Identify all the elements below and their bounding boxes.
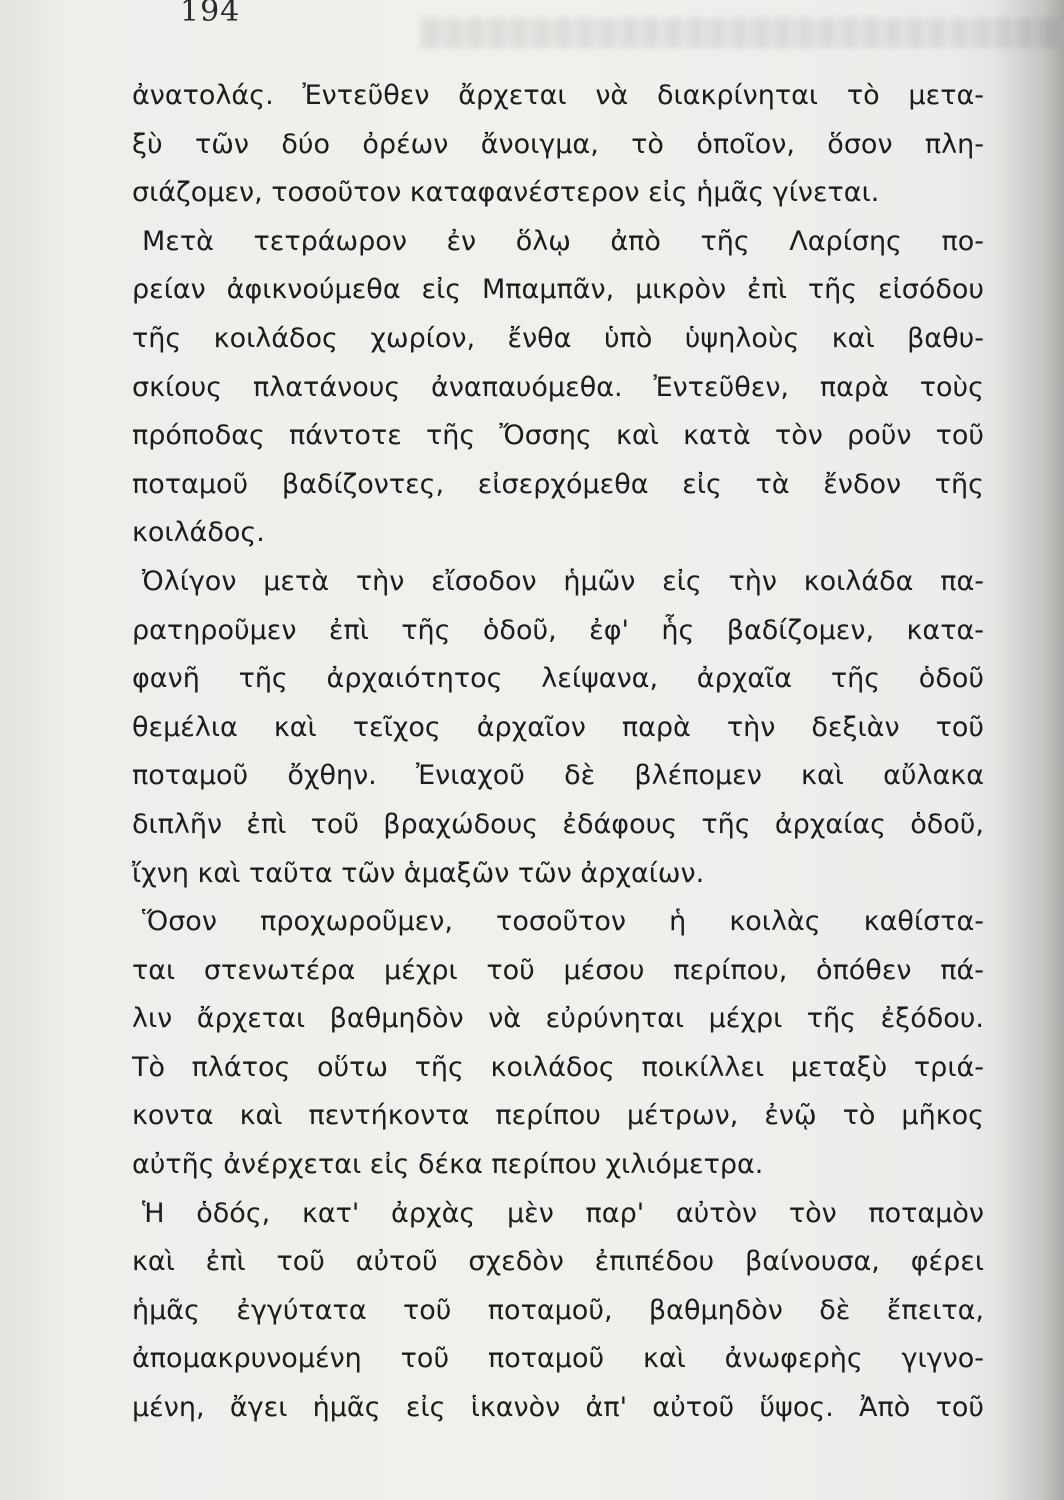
text-line: αὐτῆς ἀνέρχεται εἰς δέκα περίπου χιλιόμετρα.: [132, 1149, 764, 1181]
page-edge-shadow: [994, 0, 1064, 1500]
text-line: καὶ ἐπὶ τοῦ αὐτοῦ σχεδὸν ἐπιπέδου βαίνουσα, φέρει: [132, 1246, 984, 1278]
text-line: ται στενωτέρα μέχρι τοῦ μέσου περίπου, ὁπόθεν πά-: [132, 954, 984, 986]
text-line: ρείαν ἀφικνούμεθα εἰς Μπαμπᾶν, μικρὸν ἐπὶ τῆς εἰσόδου: [132, 274, 984, 306]
page-number: 194: [180, 0, 241, 29]
body-text: [132, 72, 984, 1433]
text-line: Ἡ ὁδός, κατ' ἀρχὰς μὲν παρ' αὐτὸν τὸν ποταμὸν: [142, 1197, 984, 1229]
text-line: φανῆ τῆς ἀρχαιότητος λείψανα, ἀρχαῖα τῆς ὁδοῦ: [132, 663, 984, 695]
text-line: ξὺ τῶν δύο ὀρέων ἄνοιγμα, τὸ ὁποῖον, ὅσον πλη-: [132, 128, 984, 160]
text-line: Ὅσον προχωροῦμεν, τοσοῦτον ἡ κοιλὰς καθίστα-: [142, 906, 984, 938]
text-line: τῆς κοιλάδος χωρίον, ἔνθα ὑπὸ ὑψηλοὺς καὶ βαθυ-: [132, 322, 984, 354]
text-line: Ὀλίγον μετὰ τὴν εἴσοδον ἡμῶν εἰς τὴν κοιλάδα πα-: [142, 565, 984, 597]
text-line: λιν ἄρχεται βαθμηδὸν νὰ εὐρύνηται μέχρι τῆς ἐξόδου.: [132, 1003, 984, 1035]
text-line: διπλῆν ἐπὶ τοῦ βραχώδους ἐδάφους τῆς ἀρχαίας ὁδοῦ,: [132, 808, 984, 840]
text-line: θεμέλια καὶ τεῖχος ἀρχαῖον παρὰ τὴν δεξιὰν τοῦ: [132, 711, 984, 743]
text-line: ποταμοῦ ὄχθην. Ἐνιαχοῦ δὲ βλέπομεν καὶ αὔλακα: [132, 760, 984, 792]
text-line: ποταμοῦ βαδίζοντες, εἰσερχόμεθα εἰς τὰ ἔνδον τῆς: [132, 468, 984, 500]
text-line: Τὸ πλάτος οὕτω τῆς κοιλάδος ποικίλλει μεταξὺ τριά-: [132, 1051, 984, 1083]
text-line: σιάζομεν, τοσοῦτον καταφανέστερον εἰς ἡμᾶς γίνεται.: [132, 177, 880, 209]
text-line: ἀπομακρυνομένη τοῦ ποταμοῦ καὶ ἀνωφερὴς γιγνο-: [132, 1343, 984, 1375]
text-line: ἡμᾶς ἐγγύτατα τοῦ ποταμοῦ, βαθμηδὸν δὲ ἔπειτα,: [132, 1294, 984, 1326]
text-line: μένη, ἄγει ἡμᾶς εἰς ἱκανὸν ἀπ' αὐτοῦ ὕψος. Ἀπὸ τοῦ: [132, 1392, 984, 1424]
text-line: ρατηροῦμεν ἐπὶ τῆς ὁδοῦ, ἐφ' ἧς βαδίζομεν, κατα-: [132, 614, 984, 646]
text-line: πρόποδας πάντοτε τῆς Ὄσσης καὶ κατὰ τὸν ροῦν τοῦ: [132, 420, 984, 452]
bleed-through-band: [420, 18, 1060, 48]
text-line: ἀνατολάς. Ἐντεῦθεν ἄρχεται νὰ διακρίνηται τὸ μετα-: [132, 80, 984, 111]
text-line: κοιλάδος.: [132, 517, 265, 549]
text-line: ἴχνη καὶ ταῦτα τῶν ἁμαξῶν τῶν ἀρχαίων.: [132, 857, 705, 889]
text-line: κοντα καὶ πεντήκοντα περίπου μέτρων, ἐνῷ τὸ μῆκος: [132, 1100, 984, 1132]
text-line: Μετὰ τετράωρον ἐν ὅλῳ ἀπὸ τῆς Λαρίσης πο-: [142, 225, 984, 257]
text-line: σκίους πλατάνους ἀναπαυόμεθα. Ἐντεῦθεν, παρὰ τοὺς: [132, 371, 984, 403]
